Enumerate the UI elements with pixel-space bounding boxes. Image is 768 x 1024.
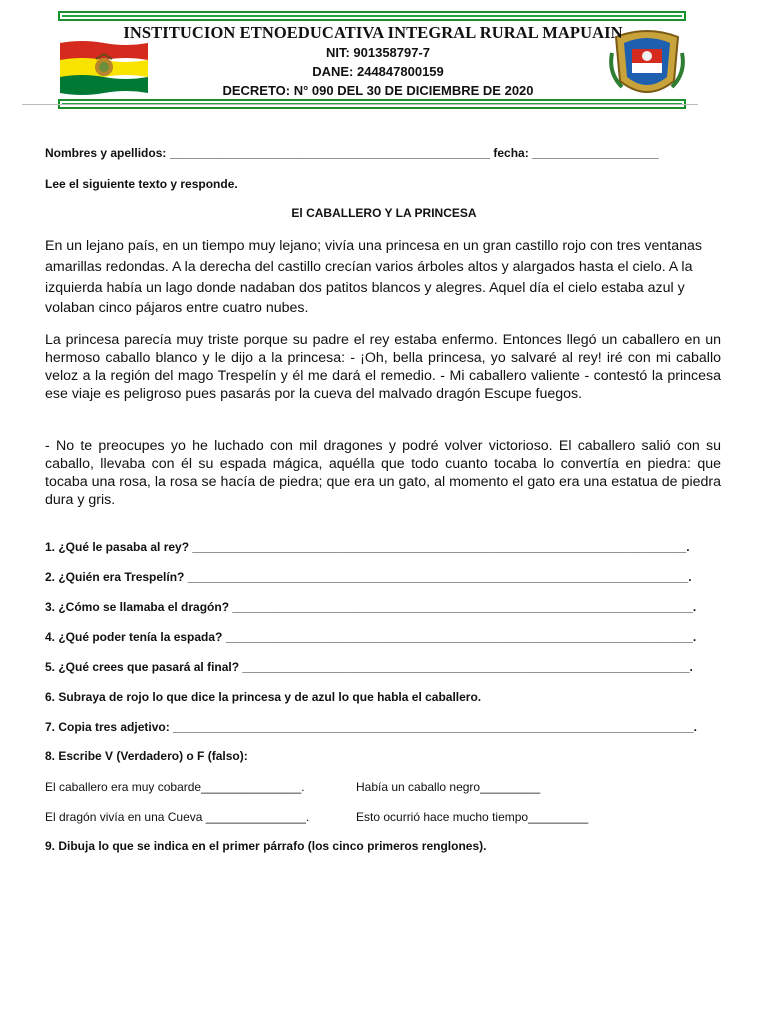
nit-number: NIT: 901358797-7: [325, 45, 431, 60]
name-date-field[interactable]: Nombres y apellidos: ________________________________________________ fecha: ___________________: [45, 146, 659, 160]
question-2[interactable]: 2. ¿Quién era Trespelín? ___________________________________________________________________________.: [45, 570, 692, 584]
header-divider: [22, 104, 698, 105]
question-8: 8. Escribe V (Verdadero) o F (falso):: [45, 749, 248, 763]
question-4[interactable]: 4. ¿Qué poder tenía la espada? ______________________________________________________________________.: [45, 630, 697, 644]
question-5[interactable]: 5. ¿Qué crees que pasará al final? ___________________________________________________________________.: [45, 660, 693, 674]
document-header: [58, 9, 688, 113]
decree-line: DECRETO: N° 090 DEL 30 DE DICIEMBRE DE 2020: [222, 83, 534, 98]
tf-item-1[interactable]: El caballero era muy cobarde_______________.: [45, 780, 305, 794]
question-1[interactable]: 1. ¿Qué le pasaba al rey? __________________________________________________________________________.: [45, 540, 690, 554]
question-7[interactable]: 7. Copia tres adjetivo: ______________________________________________________________________________.: [45, 720, 697, 734]
story-paragraph-3: - No te preocupes yo he luchado con mil dragones y podré volver victorioso. El caballero salió con su caballo, llevaba con él su espada mágica, aquélla que todo cuanto tocaba lo convertía en piedra: que tocaba una rosa, la rosa se hacía de piedra; que era un gato, al momento el gato era una estatua de piedra dura y gris.: [45, 438, 721, 508]
institution-name: INSTITUCION ETNOEDUCATIVA INTEGRAL RURAL MAPUAIN: [123, 23, 623, 42]
question-6: 6. Subraya de rojo lo que dice la princesa y de azul lo que habla el caballero.: [45, 690, 482, 704]
instruction-text: Lee el siguiente texto y responde.: [45, 177, 238, 191]
story-paragraph-1: En un lejano país, en un tiempo muy lejano; vivía una princesa en un gran castillo rojo con tres ventanas amarillas redondas. A la derecha del castillo crecían varios árboles altos y alargados hasta el cielo. A la izquierda había un lago donde nadaban dos patitos blancos y alegres. Aquel día el cielo estaba azul y volaban cinco pájaros entre cuatro nubes.: [45, 238, 702, 317]
header-top-bar: [58, 11, 686, 21]
question-3[interactable]: 3. ¿Cómo se llamaba el dragón? _____________________________________________________________________.: [45, 600, 697, 614]
question-9: 9. Dibuja lo que se indica en el primer párrafo (los cinco primeros renglones).: [45, 839, 487, 853]
tf-item-3[interactable]: El dragón vivía en una Cueva _______________.: [45, 810, 310, 824]
tf-item-4[interactable]: Esto ocurrió hace mucho tiempo_________: [356, 810, 589, 824]
story-paragraph-2: La princesa parecía muy triste porque su padre el rey estaba enfermo. Entonces llegó un caballero en un hermoso caballo blanco y le dijo a la princesa: - ¡Oh, bella princesa, yo salvaré al rey! iré con mi caballo veloz a la región del mago Trespelín y él me dará el remedio. - Mi caballero valiente - contestó la princesa ese viaje es peligroso pues pasarás por la cueva del malvado dragón Escupe fuegos.: [45, 332, 721, 402]
dane-code: DANE: 244847800159: [312, 64, 444, 79]
tf-item-2[interactable]: Había un caballo negro_________: [356, 780, 541, 794]
story-title: El CABALLERO Y LA PRINCESA: [291, 206, 477, 220]
